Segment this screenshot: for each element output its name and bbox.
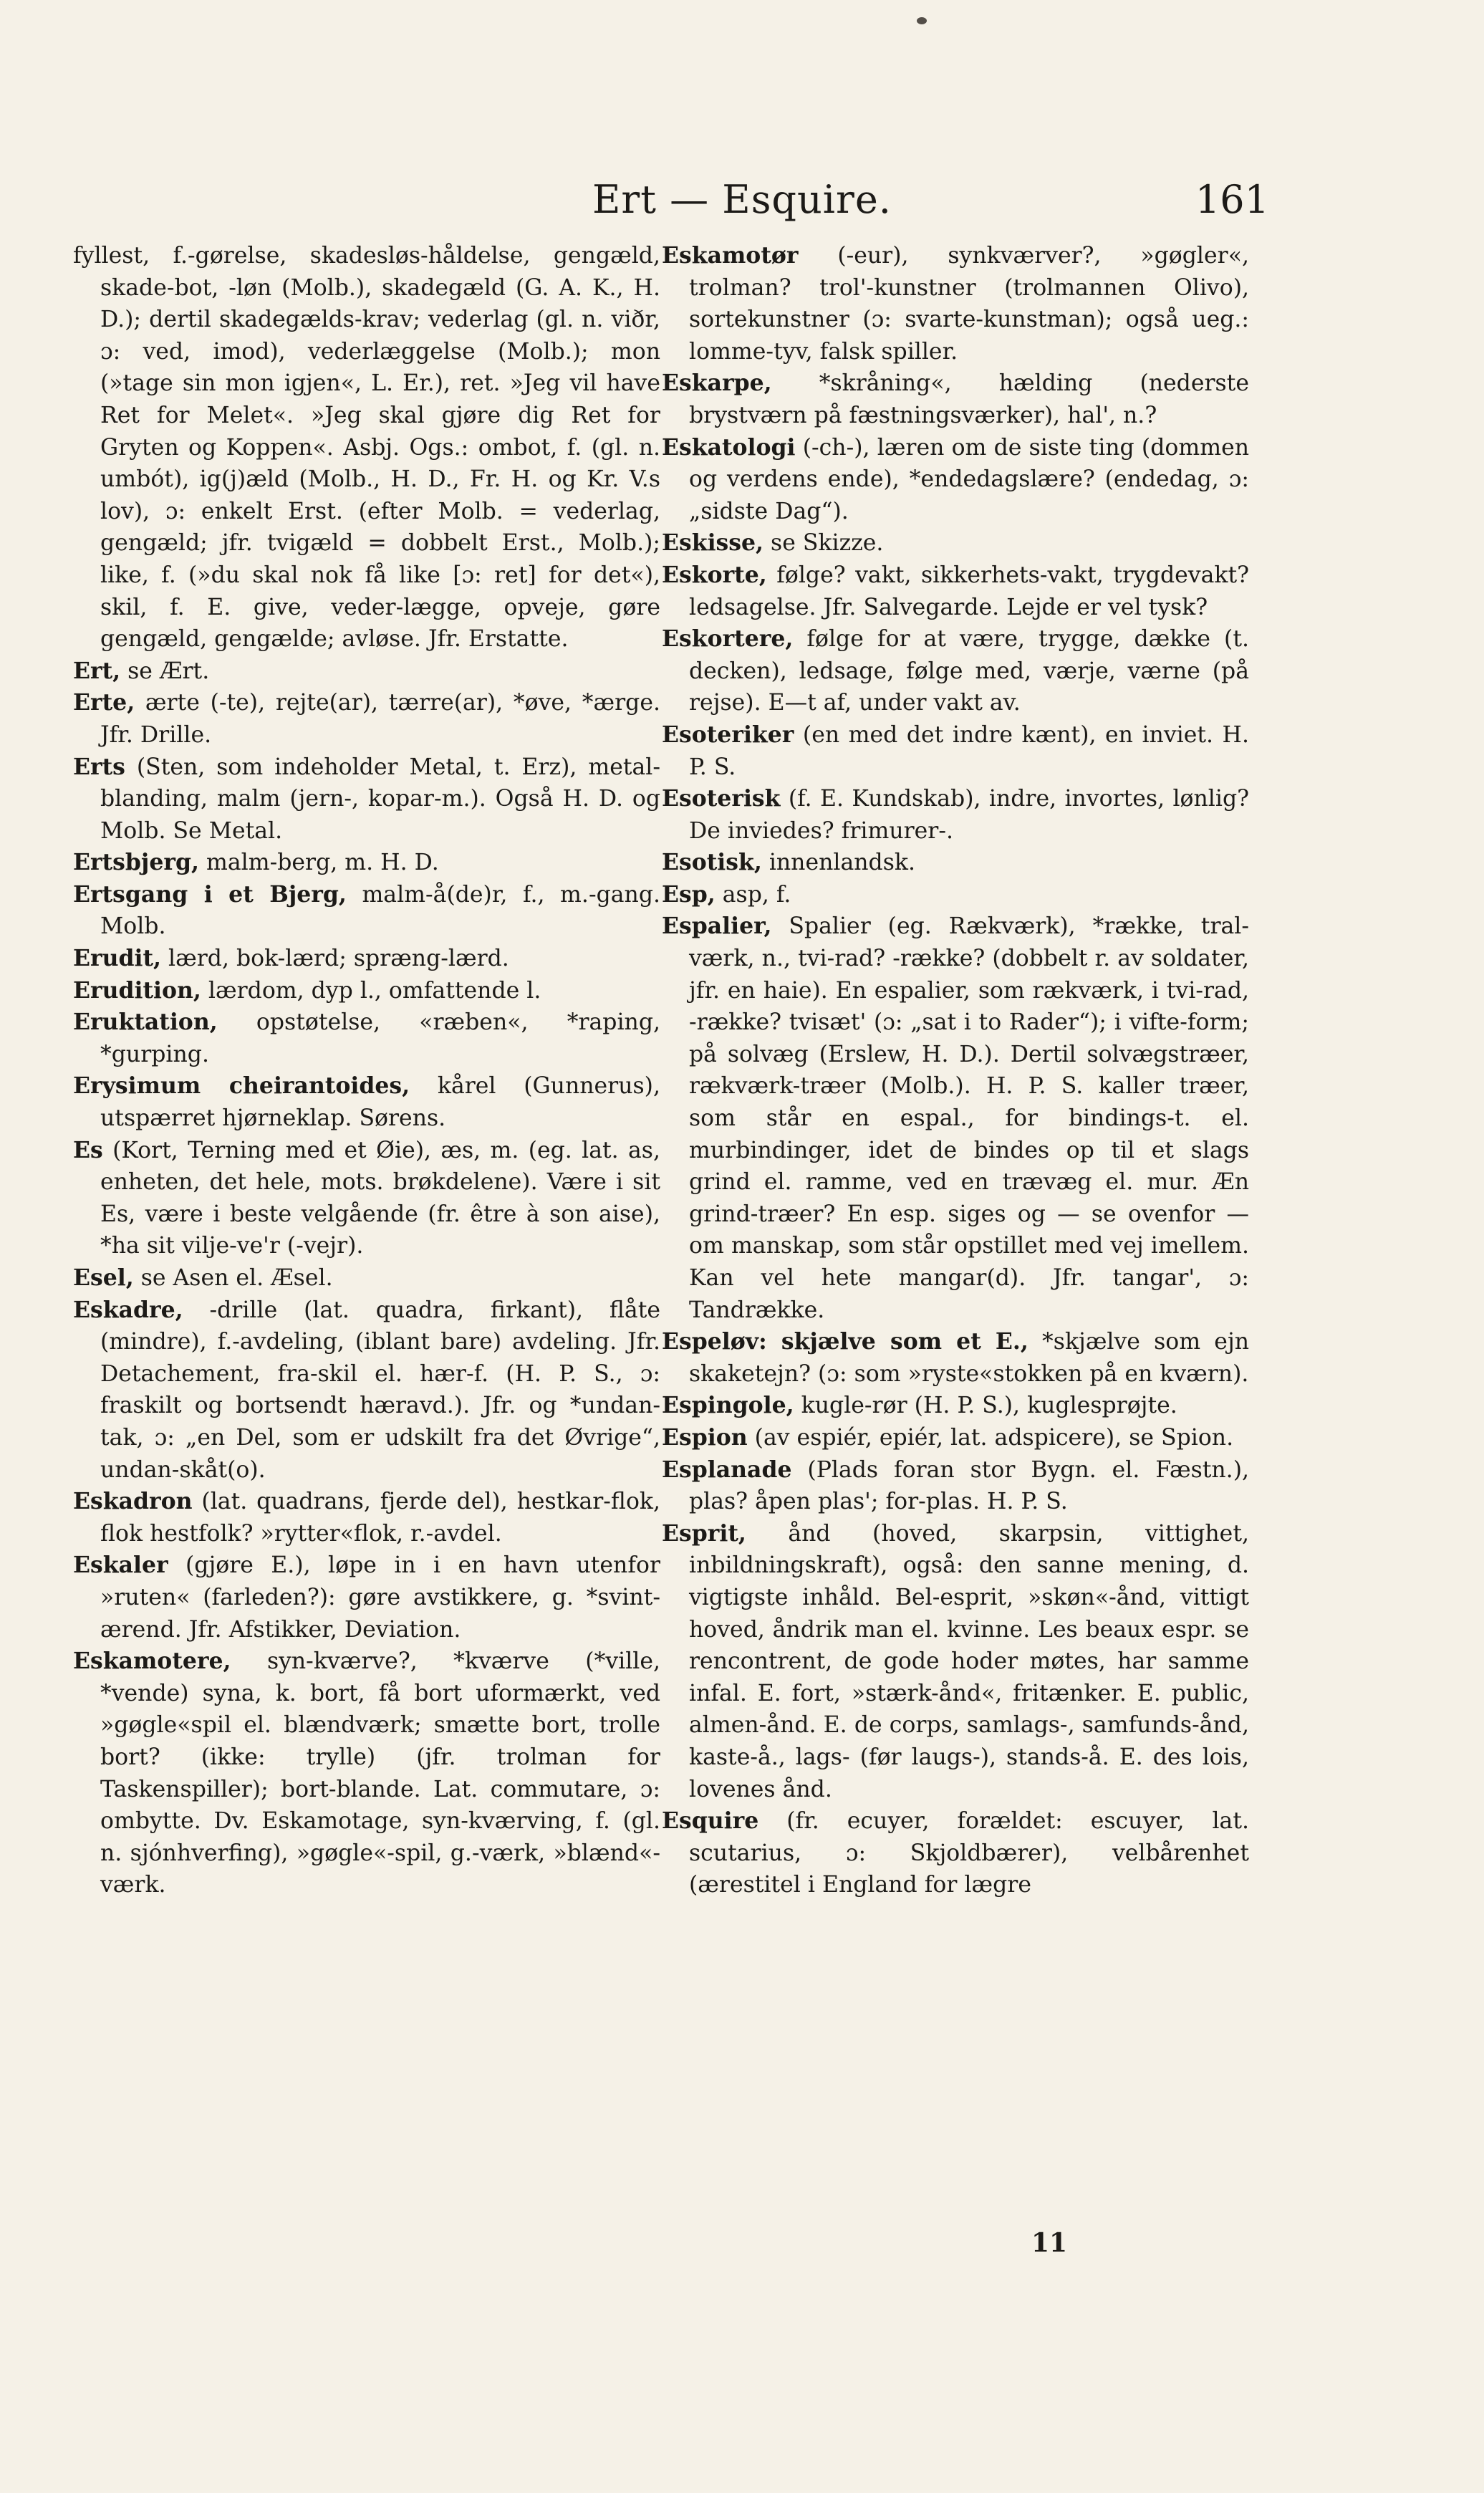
entry-headword: Erts	[73, 753, 125, 780]
dictionary-entry	[73, 240, 660, 655]
entry-headword: Ert,	[73, 657, 121, 684]
entry-headword: Erte,	[73, 689, 135, 716]
dictionary-entry	[662, 527, 1249, 559]
dictionary-entry	[662, 1805, 1249, 1901]
entry-definition: syn-kværve?, *kværve (*ville, *vende) syna, k. bort, få bort uformærkt, ved »gøgle«spil el. blændværk; smætte bort, trolle bort? (ikke: trylle) (jfr. trolman for Taskenspiller); bort-blande. Lat. commutare, ɔ: ombytte. Dv. Eskamotage, syn-kværving, f. (gl. n. sjónhverfing), »gøgle«-spil, g.-værk, »blænd«-værk.	[100, 1648, 660, 1898]
entry-headword: Eskadron	[73, 1488, 193, 1515]
dictionary-entry	[662, 879, 1249, 911]
dictionary-entry	[73, 847, 660, 879]
entry-headword: Erudition,	[73, 976, 201, 1004]
entry-headword: Espion	[662, 1423, 748, 1451]
entry-headword: Eskorte,	[662, 561, 767, 588]
entry-definition: (gjøre E.), løpe in i en havn utenfor »ruten« (farleden?): gøre avstikkere, g. *svint-ærend. Jfr. Afstikker, Deviation.	[100, 1552, 660, 1643]
left-column	[73, 240, 660, 2282]
entry-definition: (av espiér, epiér, lat. adspicere), se Spion.	[754, 1424, 1234, 1451]
entry-definition: (f. E. Kundskab), indre, invortes, lønlig? De inviedes? frimurer-.	[689, 786, 1249, 844]
entry-definition: (lat. quadrans, fjerde del), hestkar-flok, flok hestfolk? »rytter«flok, r.-avdel.	[100, 1489, 660, 1547]
entry-headword: Eskamotere,	[73, 1648, 231, 1675]
entry-headword: Ertsgang i et Bjerg,	[73, 880, 347, 908]
entry-headword: Esel,	[73, 1264, 134, 1291]
dictionary-entry	[73, 1486, 660, 1550]
entry-headword: Eskamotør	[662, 242, 799, 269]
dictionary-entry	[73, 1007, 660, 1070]
dictionary-entry	[73, 879, 660, 943]
entry-definition: følge for at være, trygge, dække (t. decken), ledsage, følge med, værje, værne (på rejse). E—t af, under vakt av.	[689, 626, 1249, 716]
entry-headword: Eruktation,	[73, 1009, 218, 1036]
entry-definition: fyllest, f.-gørelse, skadesløs-håldelse, gengæld, skade-bot, -løn (Molb.), skadegæld (G. A. K., H. D.); dertil skadegælds-krav; vederlag (gl. n. viðr, ɔ: ved, imod), vederlæggelse (Molb.); mon (»tage sin mon igjen«, L. Er.), ret. »Jeg vil have Ret for Melet«. »Jeg skal gjøre dig Ret for Gryten og Koppen«. Asbj. Ogs.: ombot, f. (gl. n. umbót), ig(j)æld (Molb., H. D., Fr. H. og Kr. V.s lov), ɔ: enkelt Erst. (efter Molb. = vederlag, gengæld; jfr. tvigæld = dobbelt Erst., Molb.); like, f. (»du skal nok få like [ɔ: ret] for det«), skil, f. E. give, veder-lægge, opveje, gøre gengæld, gengælde; avløse. Jfr. Erstatte.	[73, 243, 660, 653]
entry-definition: (fr. ecuyer, forældet: escuyer, lat. scutarius, ɔ: Skjoldbærer), velbårenhet (ærestitel i England for lægre	[689, 1808, 1249, 1898]
entry-definition: se Skizze.	[771, 530, 884, 557]
dictionary-entry	[662, 1454, 1249, 1518]
dictionary-entry	[662, 559, 1249, 623]
entry-headword: Esoteriker	[662, 721, 794, 748]
dictionary-entry	[662, 1390, 1249, 1422]
entry-headword: Espeløv: skjælve som et E.,	[662, 1328, 1028, 1355]
dictionary-entry	[662, 847, 1249, 879]
dictionary-entry	[662, 783, 1249, 847]
dictionary-entry	[73, 655, 660, 688]
entry-headword: Esoterisk	[662, 785, 781, 812]
dictionary-entry	[73, 1262, 660, 1294]
ink-mark	[917, 17, 927, 24]
entry-headword: Espalier,	[662, 913, 772, 940]
dictionary-entry	[662, 1518, 1249, 1805]
dictionary-entry	[662, 719, 1249, 783]
dictionary-entry	[73, 943, 660, 975]
entry-headword: Erudit,	[73, 945, 162, 972]
entry-definition: følge? vakt, sikkerhets-vakt, trygdevakt? ledsagelse. Jfr. Salvegarde. Lejde er vel tysk?	[689, 562, 1249, 620]
entry-headword: Erysimum cheirantoides,	[73, 1072, 410, 1100]
dictionary-entry	[662, 368, 1249, 431]
entry-headword: Esprit,	[662, 1519, 746, 1547]
entry-definition: (Sten, som indeholder Metal, t. Erz), metal-blanding, malm (jern-, kopar-m.). Også H. D. og Molb. Se Metal.	[100, 754, 660, 844]
entry-definition: (-ch-), læren om de siste ting (dommen og verdens ende), *endedagslære? (endedag, ɔ: „sidste Dag“).	[689, 434, 1249, 524]
entry-definition: ånd (hoved, skarpsin, vittighet, inbildningskraft), også: den sanne mening, d. vigtigste inhåld. Bel-esprit, »skøn«-ånd, vittigt hoved, åndrik man el. kvinne. Les beaux espr. se rencontrent, de gode hoder møtes, har samme infal. E. fort, »stærk-ånd«, fritænker. E. public, almen-ånd. E. de corps, samlags-, samfunds-ånd, kaste-å., lags- (før laugs-), stands-å. E. des lois, lovenes ånd.	[689, 1520, 1249, 1802]
dictionary-entry	[73, 1550, 660, 1646]
entry-definition: ærte (-te), rejte(ar), tærre(ar), *øve, *ærge. Jfr. Drille.	[100, 690, 660, 748]
page-number: 161	[1195, 177, 1269, 222]
dictionary-entry	[73, 975, 660, 1007]
entry-definition: malm-å(de)r, f., m.-gang. Molb.	[100, 881, 660, 940]
dictionary-entry	[662, 1326, 1249, 1390]
entry-definition: se Ært.	[127, 658, 210, 684]
entry-definition: -drille (lat. quadra, firkant), flåte (mindre), f.-avdeling, (iblant bare) avdeling. Jfr. Detachement, fra-skil el. hær-f. (H. P. S., ɔ: fraskilt og bortsendt hæravd.). Jfr. og *undan-tak, ɔ: „en Del, som er udskilt fra det Øvrige“, undan-skåt(o).	[100, 1297, 660, 1483]
entry-headword: Eskarpe,	[662, 370, 772, 397]
entry-headword: Espingole,	[662, 1392, 794, 1419]
entry-headword: Eskadre,	[73, 1296, 183, 1323]
dictionary-entry	[73, 687, 660, 751]
entry-definition: Spalier (eg. Rækværk), *række, tral-værk, n., tvi-rad? -række? (dobbelt r. av soldater, jfr. en haie). En espalier, som rækværk, i tvi-rad, -række? tvisæt' (ɔ: „sat i to Rader“); i vifte-form; på solvæg (Erslew, H. D.). Dertil solvægstræer, rækværk-træer (Molb.). H. P. S. kaller træer, som står en espal., for bindings-t. el. murbindinger, idet de bindes op til et slags grind el. ramme, ved en trævæg el. mur. Æn grind-træer? En esp. siges og — se ovenfor — om manskap, som står opstillet med vej imellem. Kan vel hete mangar(d). Jfr. tangar', ɔ: Tandrække.	[689, 913, 1249, 1323]
entry-headword: Eskaler	[73, 1552, 168, 1579]
right-column	[662, 240, 1249, 2282]
header-title: Ert — Esquire.	[592, 177, 892, 222]
entry-definition: *skråning«, hælding (nederste brystværn på fæstningsværker), hal', n.?	[689, 370, 1249, 428]
entry-definition: se Asen el. Æsel.	[140, 1265, 333, 1291]
entry-definition: (-eur), synkværver?, »gøgler«, trolman? trol'-kunstner (trolmannen Olivo), sortekunstner (ɔ: svarte-kunstman); også ueg.: lomme-tyv, falsk spiller.	[689, 243, 1249, 365]
entry-definition: (Kort, Terning med et Øie), æs, m. (eg. lat. as, enheten, det hele, mots. brøkdelene). Være i sit Es, være i beste velgående (fr. être à son aise), *ha sit vilje-ve'r (-vejr).	[100, 1137, 660, 1259]
signature-mark: 11	[1031, 2228, 1068, 2258]
dictionary-entry	[662, 240, 1249, 368]
dictionary-entry	[73, 751, 660, 847]
entry-definition: kugle-rør (H. P. S.), kuglesprøjte.	[801, 1393, 1177, 1419]
entry-definition: (en med det indre kænt), en inviet. H. P. S.	[689, 721, 1249, 780]
entry-headword: Esotisk,	[662, 849, 762, 876]
dictionary-entry	[662, 1422, 1249, 1454]
entry-definition: (Plads foran stor Bygn. el. Fæstn.), plas? åpen plas'; for-plas. H. P. S.	[689, 1456, 1249, 1515]
entry-definition: lærd, bok-lærd; spræng-lærd.	[168, 946, 509, 972]
entry-definition: malm-berg, m. H. D.	[206, 850, 439, 876]
entry-headword: Ertsbjerg,	[73, 849, 199, 876]
entry-headword: Esplanade	[662, 1456, 792, 1483]
dictionary-entry	[662, 911, 1249, 1326]
entry-headword: Esp,	[662, 880, 716, 908]
dictionary-entry	[73, 1135, 660, 1262]
dictionary-entry	[73, 1646, 660, 1901]
entry-headword: Eskisse,	[662, 529, 764, 557]
entry-headword: Eskortere,	[662, 625, 794, 653]
dictionary-entry	[73, 1070, 660, 1134]
entry-headword: Eskatologi	[662, 433, 796, 461]
dictionary-entry	[662, 623, 1249, 719]
entry-definition: asp, f.	[722, 881, 791, 908]
entry-definition: kårel (Gunnerus), utspærret hjørneklap. Sørens.	[100, 1073, 660, 1132]
entry-definition: opstøtelse, «ræben«, *raping, *gurping.	[100, 1009, 660, 1067]
dictionary-entry	[73, 1294, 660, 1486]
entry-definition: innenlandsk.	[768, 850, 915, 876]
running-header	[0, 168, 1484, 233]
entry-headword: Esquire	[662, 1807, 759, 1835]
entry-definition: *skjælve som ejn skaketejn? (ɔ: som »ryste«stokken på en kværn).	[689, 1329, 1249, 1387]
dictionary-entry	[662, 432, 1249, 528]
entry-headword: Es	[73, 1136, 103, 1163]
entry-definition: lærdom, dyp l., omfattende l.	[208, 977, 541, 1004]
